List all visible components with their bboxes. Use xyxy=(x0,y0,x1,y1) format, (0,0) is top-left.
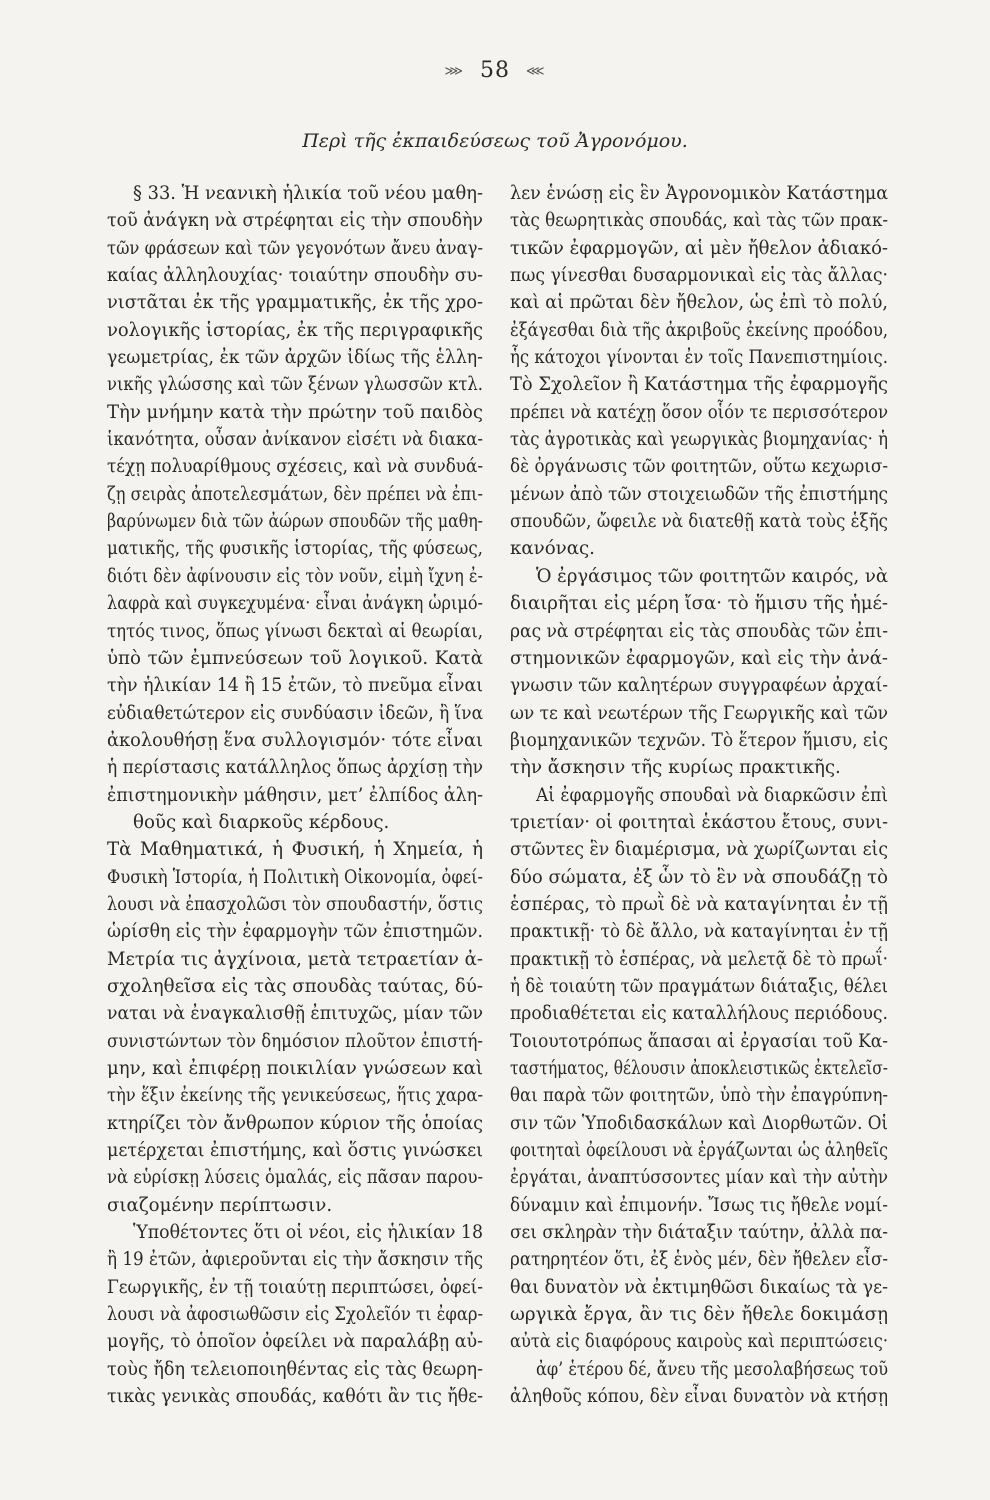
text-line: μογῆς, τὸ ὁποῖον ὀφείλει νὰ παραλάβῃ αὐ- xyxy=(107,1331,483,1353)
text-line: νολογικῆς ἱστορίας, ἐκ τῆς περιγραφικῆς xyxy=(107,319,483,341)
text-line: θαι δυνατὸν νὰ ἐκτιμηθῶσι δικαίως τὰ γε- xyxy=(510,1276,888,1298)
text-line: δὲ ὀργάνωσις τῶν φοιτητῶν, οὕτω κεχωρισ- xyxy=(510,456,888,478)
text-line: διαιρῆται εἰς μέρη ἴσα· τὸ ἥμισυ τῆς ἡμέ- xyxy=(510,593,888,615)
text-line: ἱκανότητα, οὖσαν ἀνίκανον εἰσέτι νὰ διακα- xyxy=(107,429,483,451)
text-line: σιαζομένην περίπτωσιν. xyxy=(107,1194,333,1216)
text-line: Αἱ ἐφαρμογῆς σπουδαὶ νὰ διαρκῶσιν ἐπὶ xyxy=(536,784,888,806)
text-line: Φυσικὴ Ἱστορία, ἡ Πολιτικὴ Οἰκονομία, ὀφεί- xyxy=(107,866,483,888)
text-line: τῶν φράσεων καὶ τῶν γεγονότων ἄνευ ἀναγ- xyxy=(107,237,483,259)
text-line: ἡ περίστασις κατάλληλος ὅπως ἀρχίσῃ τὴν xyxy=(107,757,483,779)
text-line: σει σκληρὰν τὴν διάταξιν ταύτην, ἀλλὰ πα- xyxy=(510,1222,888,1244)
text-line: κανόνας. xyxy=(510,538,595,560)
text-line: μην, καὶ ἐπιφέρῃ ποικιλίαν γνώσεων καὶ xyxy=(107,1058,483,1079)
text-line: συνιστώντων τὸν δημόσιον πλοῦτον ἐπιστή- xyxy=(107,1030,483,1052)
text-line: καίας ἀλληλουχίας· τοιαύτην σπουδὴν συ- xyxy=(107,265,483,287)
text-line: Τὰ Μαθηματικά, ἡ Φυσική, ἡ Χημεία, ἡ xyxy=(107,839,483,861)
text-line: τικὰς γενικὰς σπουδάς, καθότι ἂν τις ἤθε- xyxy=(107,1386,483,1408)
text-line: Ὑποθέτοντες ὅτι οἱ νέοι, εἰς ἡλικίαν 18 xyxy=(133,1222,483,1244)
text-line: § 33. Ἡ νεανικὴ ἡλικία τοῦ νέου μαθη- xyxy=(133,183,483,204)
text-line: τοῦ ἀνάγκη νὰ στρέφηται εἰς τὴν σπουδὴν xyxy=(107,210,483,232)
text-line: ταστήματος, θέλουσιν ἀποκλειστικῶς ἐκτελεῖσ- xyxy=(510,1058,888,1079)
text-line: ἀκολουθήσῃ ἕνα συλλογισμόν· τότε εἶναι xyxy=(107,729,483,751)
text-line: τικῶν ἐφαρμογῶν, αἱ μὲν ἤθελον ἀδιακό- xyxy=(510,237,888,259)
text-line: Ὁ ἐργάσιμος τῶν φοιτητῶν καιρός, νὰ xyxy=(536,565,888,587)
text-line: τὴν ἄσκησιν τῆς κυρίως πρακτικῆς. xyxy=(510,757,841,779)
text-line: λουσι νὰ ἀφοσιωθῶσιν εἰς Σχολεῖόν τι ἐφαρ- xyxy=(107,1304,483,1326)
text-line: ὡρίσθη εἰς τὴν ἐφαρμογὴν τῶν ἐπιστημῶν. xyxy=(107,921,483,943)
text-line: τέχῃ πολυαρίθμους σχέσεις, καὶ νὰ συνδυά- xyxy=(107,456,483,478)
text-line: δύναμιν καὶ ἐπιμονήν. Ἴσως τις ἤθελε νομί- xyxy=(510,1194,888,1216)
text-line: μένων ἀπὸ τῶν στοιχειωδῶν τῆς ἐπιστήμης xyxy=(510,483,888,505)
text-line: τητός τινος, ὅπως γίνωσι δεκταὶ αἱ θεωρίαι, xyxy=(107,620,483,642)
text-line: γνωσιν τῶν καλητέρων συγγραφέων ἀρχαί- xyxy=(510,675,888,697)
text-line: αὐτὰ εἰς διαφόρους καιροὺς καὶ περιπτώσεις· xyxy=(510,1331,888,1353)
text-line: λαφρὰ καὶ συγκεχυμένα· εἶναι ἀνάγκη ὡριμό- xyxy=(107,593,483,615)
text-line: Τὸ Σχολεῖον ἢ Κατάστημα τῆς ἐφαρμογῆς xyxy=(510,374,888,396)
text-line: τὴν ἡλικίαν 14 ἢ 15 ἐτῶν, τὸ πνεῦμα εἶναι xyxy=(107,675,483,697)
text-line: μετέρχεται ἐπιστήμης, καὶ ὅστις γινώσκει xyxy=(107,1140,483,1162)
text-line: ἑσπέρας, τὸ πρωῒ δὲ νὰ καταγίνηται ἐν τῇ xyxy=(510,893,888,915)
text-line: φοιτηταὶ ὀφείλουσι νὰ ἐργάζωνται ὡς ἀληθεῖς xyxy=(510,1140,888,1162)
text-line: ρας νὰ στρέφηται εἰς τὰς σπουδὰς τῶν ἐπι- xyxy=(510,620,888,642)
text-line: ναται νὰ ἐναγκαλισθῇ ἐπιτυχῶς, μίαν τῶν xyxy=(107,1003,483,1025)
text-line: σπουδῶν, ὤφειλε νὰ διατεθῇ κατὰ τοὺς ἑξῆς xyxy=(510,511,888,533)
text-line: νὰ εὑρίσκῃ λύσεις ὁμαλάς, εἰς πᾶσαν παρου- xyxy=(107,1167,483,1189)
text-line: τὴν ἕξιν ἐκείνης τῆς γενικεύσεως, ἥτις χαρα- xyxy=(107,1085,483,1107)
text-line: λουσι νὰ ἐπασχολῶσι τὸν σπουδαστήν, ὅστις xyxy=(107,893,483,915)
text-line: στῶντες ἓν διαμέρισμα, νὰ χωρίζωνται εἰς xyxy=(510,839,888,861)
text-line: τριετίαν· οἱ φοιτηταὶ ἑκάστου ἔτους, συνι- xyxy=(510,811,888,833)
text-line: τὰς θεωρητικὰς σπουδάς, καὶ τὰς τῶν πρακ- xyxy=(510,210,888,232)
text-line: θοῦς καὶ διαρκοῦς κέρδους. xyxy=(133,811,390,833)
text-line: λεν ἑνώσῃ εἰς ἓν Ἀγρονομικὸν Κατάστημα xyxy=(510,183,888,204)
text-line: ρατηρητέον ὅτι, ἐξ ἑνὸς μέν, δὲν ἤθελεν εἶσ- xyxy=(510,1249,888,1271)
right-column xyxy=(510,180,888,1410)
text-line: ἀληθοῦς κόπου, δὲν εἶναι δυνατὸν νὰ κτήσῃ xyxy=(510,1386,888,1408)
ornament-left: ⋙ xyxy=(444,63,464,79)
text-line: ἐργάται, ἀναπτύσσοντες μίαν καὶ τὴν αὐτὴν xyxy=(510,1167,888,1189)
text-line: εὐδιαθετώτερον εἰς συνδύασιν ἰδεῶν, ἢ ἵνα xyxy=(107,702,483,724)
text-line: σχοληθεῖσα εἰς τὰς σπουδὰς ταύτας, δύ- xyxy=(107,975,483,997)
text-line: ωργικὰ ἔργα, ἂν τις δὲν ἤθελε δοκιμάσῃ xyxy=(510,1304,888,1326)
text-line: τὰς ἀγροτικὰς καὶ γεωργικὰς βιομηχανίας· ἡ xyxy=(510,429,888,451)
text-line: ἀφ’ ἑτέρου δέ, ἄνευ τῆς μεσολαβήσεως τοῦ xyxy=(536,1358,888,1380)
text-line: ἧς κάτοχοι γίνονται ἐν τοῖς Πανεπιστημίοις. xyxy=(510,347,888,369)
text-line: πρακτικῇ· τὸ δὲ ἄλλο, νὰ καταγίνηται ἐν τῇ xyxy=(510,921,888,943)
page-header xyxy=(0,58,990,83)
text-line: διότι δὲν ἀφίνουσιν εἰς τὸν νοῦν, εἰμὴ ἴχνη ἐ- xyxy=(107,565,483,587)
text-line: Γεωργικῆς, ἐν τῇ τοιαύτῃ περιπτώσει, ὀφεί- xyxy=(107,1276,483,1298)
text-line: σιν τῶν Ὑποδιδασκάλων καὶ Διορθωτῶν. Οἱ xyxy=(510,1112,888,1134)
text-line: ὑπὸ τῶν ἐμπνεύσεων τοῦ λογικοῦ. Κατὰ xyxy=(107,647,483,669)
text-line: Τοιουτοτρόπως ἅπασαι αἱ ἐργασίαι τοῦ Κα- xyxy=(510,1030,888,1052)
text-line: δύο σώματα, ἐξ ὧν τὸ ἓν νὰ σπουδάζῃ τὸ xyxy=(510,866,888,888)
text-line: ζῃ σειρὰς ἀποτελεσμάτων, δὲν πρέπει νὰ ἐπι- xyxy=(107,483,483,505)
page-number: 58 xyxy=(480,58,510,83)
text-line: Τὴν μνήμην κατὰ τὴν πρώτην τοῦ παιδὸς xyxy=(107,401,483,423)
text-line: Μετρία τις ἀγχίνοια, μετὰ τετραετίαν ἀ- xyxy=(107,948,483,970)
text-line: πως γίνεσθαι δυσαρμονικαὶ εἰς τὰς ἄλλας· xyxy=(510,265,888,287)
section-title: Περὶ τῆς ἐκπαιδεύσεως τοῦ Ἀγρονόμου. xyxy=(302,130,688,152)
text-line: στημονικῶν ἐφαρμογῶν, καὶ εἰς τὴν ἀνά- xyxy=(510,647,888,669)
text-line: ἐξάγεσθαι διὰ τῆς ἀκριβοῦς ἐκείνης προόδου, xyxy=(510,319,888,341)
text-line: ἡ δὲ τοιαύτη τῶν πραγμάτων διάταξις, θέλει xyxy=(510,975,888,997)
text-line: κτηρίζει τὸν ἄνθρωπον κύριον τῆς ὁποίας xyxy=(107,1112,483,1134)
left-column xyxy=(107,180,483,1410)
text-line: ων τε καὶ νεωτέρων τῆς Γεωργικῆς καὶ τῶν xyxy=(510,702,888,724)
text-line: ματικῆς, τῆς φυσικῆς ἱστορίας, τῆς φύσεως, xyxy=(107,538,483,560)
text-line: θαι παρὰ τῶν φοιτητῶν, ὑπὸ τὴν ἐπαγρύπνη- xyxy=(510,1085,888,1107)
text-line: καὶ αἱ πρῶται δὲν ἤθελον, ὡς ἐπὶ τὸ πολύ, xyxy=(510,292,888,314)
text-line: πρέπει νὰ κατέχῃ ὅσον οἷόν τε περισσότερον xyxy=(510,401,888,423)
text-line: τοὺς ἤδη τελειοποιηθέντας εἰς τὰς θεωρη- xyxy=(107,1358,483,1380)
text-line: γεωμετρίας, ἐκ τῶν ἀρχῶν ἰδίως τῆς ἑλλη- xyxy=(107,347,483,369)
text-line: βιομηχανικῶν τεχνῶν. Τὸ ἕτερον ἥμισυ, εἰς xyxy=(510,729,888,751)
text-line: προδιαθέτεται εἰς καταλλήλους περιόδους. xyxy=(510,1003,888,1025)
text-line: νιστᾶται ἐκ τῆς γραμματικῆς, ἐκ τῆς χρο- xyxy=(107,292,483,314)
text-line: ἢ 19 ἐτῶν, ἀφιεροῦνται εἰς τὴν ἄσκησιν τῆς xyxy=(107,1249,483,1271)
text-line: ἐπιστημονικὴν μάθησιν, μετ’ ἐλπίδος ἀλη- xyxy=(107,784,483,806)
text-line: νικῆς γλώσσης καὶ τῶν ξένων γλωσσῶν κτλ. xyxy=(107,374,483,396)
text-line: βαρύνωμεν διὰ τῶν ἀώρων σπουδῶν τῆς μαθη- xyxy=(107,511,483,533)
ornament-right: ⋘ xyxy=(526,63,546,79)
text-line: πρακτικῇ τὸ ἑσπέρας, νὰ μελετᾷ δὲ τὸ πρωΐ· xyxy=(510,948,888,970)
